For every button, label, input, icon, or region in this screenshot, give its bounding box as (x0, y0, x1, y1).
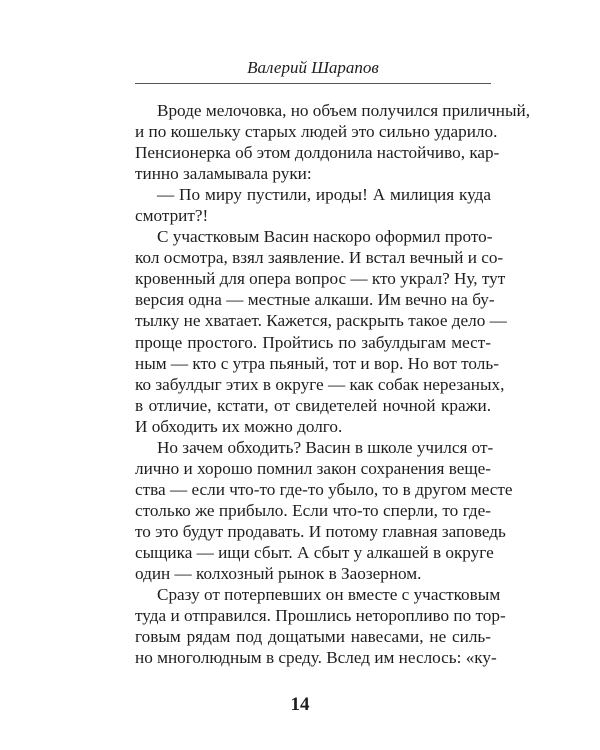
text-line: туда и отправился. Прошлись неторопливо по тор- (135, 606, 506, 626)
text-line: столько же прибыло. Если что-то сперли, то где- (135, 500, 491, 520)
text-line: и по кошельку старых людей это сильно ударило. (135, 122, 498, 142)
text-line: проще простого. Пройтись по забулдыгам мест- (135, 332, 491, 352)
text-line: смотрит?! (135, 206, 209, 226)
text-line: ко забулдыг этих в округе — как собак нерезаных, (135, 374, 505, 394)
text-line: кол осмотра, взял заявление. И встал вечный и со- (135, 248, 504, 268)
text-line: Вроде мелочовка, но объем получился приличный, (157, 101, 531, 120)
text-line: кровенный для опера вопрос — кто украл? Ну, тут (135, 269, 506, 289)
text-line: Пенсионерка об этом долдонила настойчиво, кар- (135, 143, 500, 163)
text-line: тылку не хватает. Кажется, раскрыть такое дело — (135, 311, 507, 331)
text-line: один — колхозный рынок в Заозерном. (135, 564, 422, 584)
text-line: тинно заламывала руки: (135, 164, 312, 184)
text-line: ным — кто с утра пьяный, тот и вор. Но вот толь- (135, 353, 499, 373)
text-line: то это будут продавать. И потому главная заповедь (135, 521, 506, 541)
text-line: С участковым Васин наскоро оформил прото- (157, 227, 493, 247)
header-rule (135, 83, 491, 84)
text-line: версия одна — местные алкаши. Им вечно на бу- (135, 290, 495, 310)
text-line: — По миру пустили, ироды! А милиция куда (157, 185, 491, 205)
text-line: лично и хорошо помнил закон сохранения веще- (135, 458, 491, 478)
text-line: но многолюдным в среду. Вслед им неслось: «ку- (135, 648, 497, 668)
text-line: говым рядам под дощатыми навесами, не силь- (135, 627, 491, 647)
body-text (135, 100, 531, 668)
text-line: Сразу от потерпевших он вместе с участковым (157, 585, 501, 605)
text-line: в отличие, кстати, от свидетелей ночной кражи. (135, 395, 491, 415)
text-line: сыщика — ищи сбыт. А сбыт у алкашей в округе (135, 542, 494, 562)
text-line: ства — если что-то где-то убыло, то в другом месте (135, 479, 513, 499)
running-head-author: Валерий Шарапов (247, 58, 379, 77)
text-line: И обходить их можно долго. (135, 416, 343, 436)
text-line: Но зачем обходить? Васин в школе учился от- (157, 437, 494, 457)
page-number: 14 (290, 694, 310, 715)
